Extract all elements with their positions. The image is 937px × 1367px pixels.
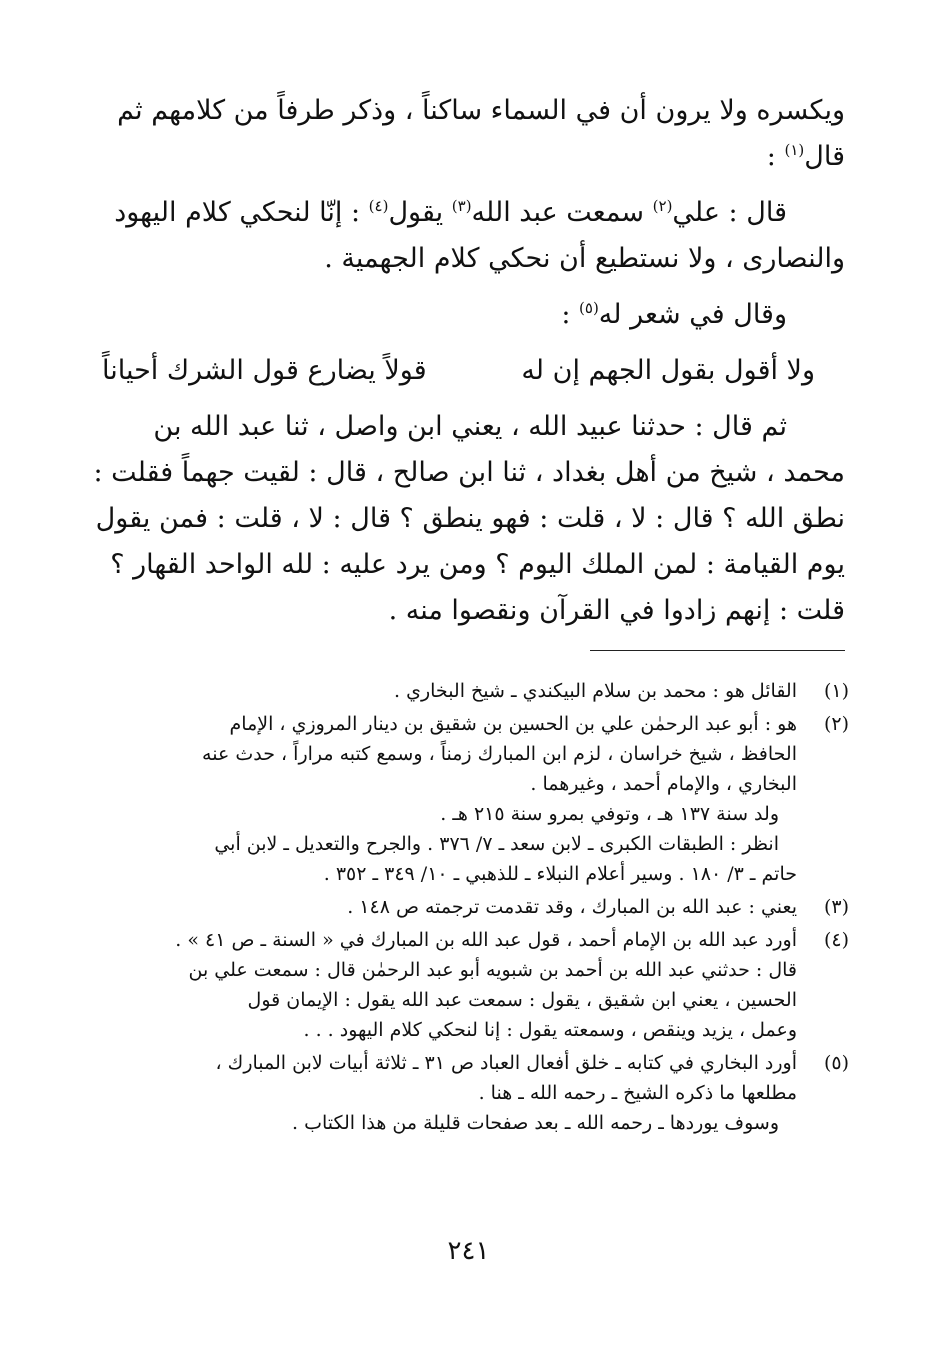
footnote-line: الحسين ، يعني ابن شقيق ، يقول : سمعت عبد الله يقول : الإيمان قول — [247, 989, 797, 1011]
footnote-line: الحافظ ، شيخ خراسان ، لزم ابن المبارك زمناً ، وسمع كتبه مراراً ، حدث عنه — [202, 743, 797, 765]
paragraph-4-line-3: نطق الله ؟ قال : لا ، قلت : فهو ينطق ؟ قال : لا ، قلت : فمن يقول — [95, 503, 845, 534]
footnote-body — [88, 1048, 797, 1138]
footnote-ref-4[interactable]: (٤) — [368, 197, 389, 215]
paragraph-4-line-2: محمد ، شيخ من أهل بغداد ، ثنا ابن صالح ، قال : لقيت جهماً فقلت : — [93, 457, 845, 488]
footnotes — [88, 676, 849, 1141]
paragraph-4-line-5: قلت : إنهم زادوا في القرآن ونقصوا منه . — [388, 595, 845, 626]
paragraph-1-line-1: ويكسره ولا يرون أن في السماء ساكناً ، وذكر طرفاً من كلامهم ثم — [117, 95, 845, 126]
footnote-line: أورد البخاري في كتابه ـ خلق أفعال العباد ص ٣١ ـ ثلاثة أبيات لابن المبارك ، — [215, 1052, 797, 1074]
footnote-line: قال : حدثني عبد الله بن أحمد بن شبويه أبو عبد الرحمٰن قال : سمعت علي بن — [188, 959, 797, 981]
footnote-line: هو : أبو عبد الرحمٰن علي بن الحسين بن شقيق بن دينار المروزي ، الإمام — [229, 713, 797, 735]
footnote-line: وسوف يوردها ـ رحمه الله ـ بعد صفحات قليلة من هذا الكتاب . — [291, 1112, 779, 1134]
footnote-number: (١) — [823, 680, 849, 702]
footnote-line: يعني : عبد الله بن المبارك ، وقد تقدمت ترجمته ص ١٤٨ . — [347, 896, 797, 918]
footnote-body — [88, 892, 797, 922]
text-fragment: قال : علي — [672, 197, 787, 228]
footnote-line: القائل هو : محمد بن سلام البيكندي ـ شيخ البخاري . — [394, 680, 797, 702]
footnote-line: انظر : الطبقات الكبرى ـ لابن سعد ـ ٧/ ٣٧٦ . والجرح والتعديل ـ لابن أبي — [214, 833, 779, 855]
footnote-number: (٥) — [823, 1052, 849, 1074]
footnote-separator — [590, 650, 845, 651]
footnote-ref-3[interactable]: (٣) — [451, 197, 472, 215]
verse-second-hemistich: قولاً يضارع قول الشرك أحياناً — [102, 355, 427, 386]
footnote-2 — [88, 709, 849, 889]
footnote-ref-2[interactable]: (٢) — [652, 197, 673, 215]
footnote-line: مطلعها ما ذكره الشيخ ـ رحمه الله ـ هنا . — [478, 1082, 797, 1104]
footnote-line: حاتم ـ ٣/ ١٨٠ . وسير أعلام النبلاء ـ للذهبي ـ ١٠/ ٣٤٩ ـ ٣٥٢ . — [323, 863, 797, 885]
paragraph-2-line-1 — [92, 190, 845, 236]
footnote-line: البخاري ، والإمام أحمد ، وغيرهما . — [530, 773, 797, 795]
footnote-number: (٤) — [823, 929, 849, 951]
footnote-ref-5[interactable]: (٥) — [579, 299, 599, 317]
footnote-ref-1[interactable]: (١) — [784, 141, 805, 159]
footnote-line: ولد سنة ١٣٧ هـ ، وتوفي بمرو سنة ٢١٥ هـ . — [440, 803, 779, 825]
footnote-1 — [88, 676, 849, 706]
footnote-body — [88, 709, 797, 889]
footnote-line: وعمل ، يزيد وينقص ، وسمعته يقول : إنا لنحكي كلام اليهود . . . — [303, 1019, 797, 1041]
footnote-5 — [88, 1048, 849, 1138]
footnote-body — [88, 676, 797, 706]
text-fragment: : إنّا لنحكي كلام اليهود — [114, 197, 369, 228]
footnote-line: أورد عبد الله بن الإمام أحمد ، قول عبد الله بن المبارك في « السنة ـ ص ٤١ » . — [175, 929, 797, 951]
paragraph-4-line-4: يوم القيامة : لمن الملك اليوم ؟ ومن يرد عليه : لله الواحد القهار ؟ — [110, 549, 845, 580]
poetry-verse — [92, 348, 845, 394]
text-fragment: يقول — [388, 197, 452, 228]
footnote-3 — [88, 892, 849, 922]
paragraph-3 — [92, 292, 845, 338]
text-fragment: قال — [804, 141, 845, 172]
page-number: ٢٤١ — [447, 1236, 490, 1266]
text-fragment: : — [766, 141, 785, 172]
verse-first-hemistich: ولا أقول بقول الجهم إن له — [521, 355, 815, 386]
text-fragment: سمعت عبد الله — [471, 197, 653, 228]
text-fragment: : — [561, 299, 580, 330]
footnote-body — [88, 925, 797, 1045]
paragraph-1-line-2 — [92, 134, 845, 180]
footnote-number: (٣) — [823, 896, 849, 918]
paragraph-4-line-1: ثم قال : حدثنا عبيد الله ، يعني ابن واصل ، ثنا عبد الله بن — [153, 411, 787, 442]
footnote-number: (٢) — [823, 713, 849, 735]
text-fragment: وقال في شعر له — [598, 299, 787, 330]
main-text — [92, 88, 845, 634]
footnote-4 — [88, 925, 849, 1045]
paragraph-2-line-2: والنصارى ، ولا نستطيع أن نحكي كلام الجهمية . — [324, 243, 845, 274]
